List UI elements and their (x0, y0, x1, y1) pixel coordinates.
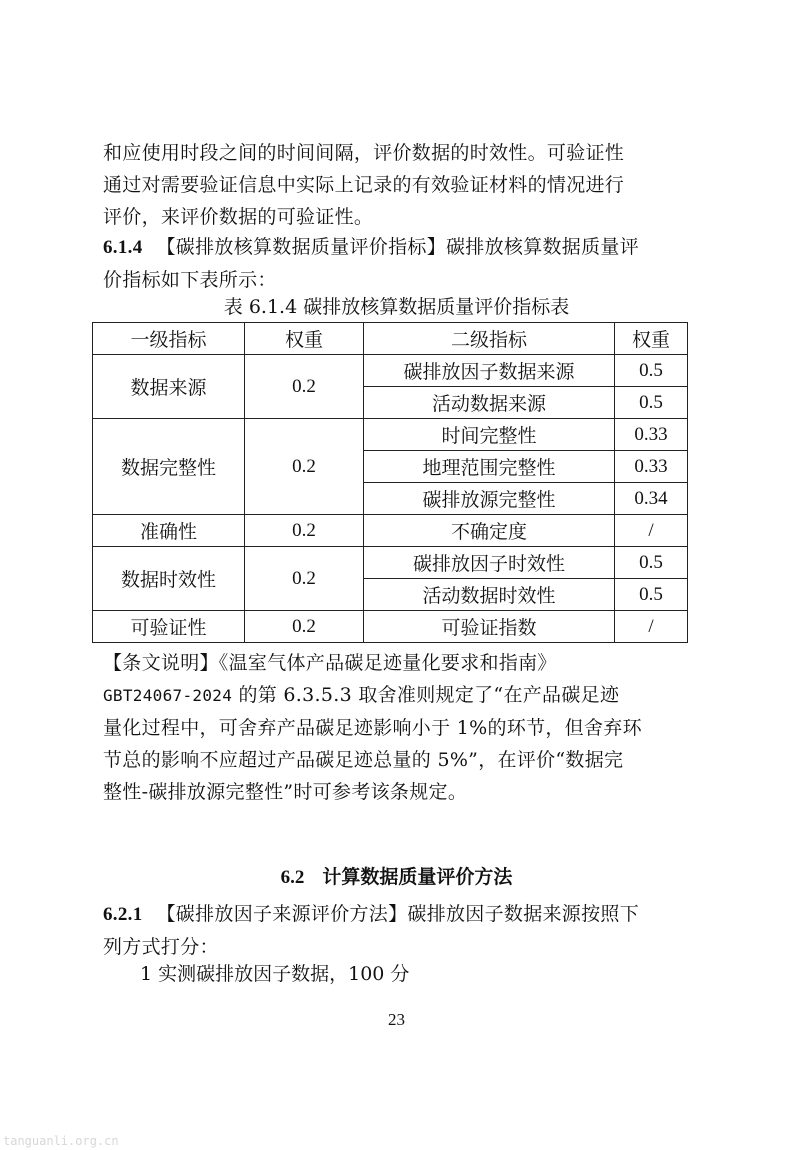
level2-weight-cell: 0.33 (615, 451, 688, 483)
table-header-row (93, 323, 688, 355)
level2-weight-cell: / (615, 611, 688, 643)
level1-weight-cell: 0.2 (245, 515, 364, 547)
list-item: 1 实测碳排放因子数据，100 分 (140, 963, 410, 985)
text-line: 和应使用时段之间的时间间隔，评价数据的时效性。可验证性 (103, 142, 625, 164)
text-line: 价指标如下表所示： (103, 269, 277, 291)
section-number: 6.2 (280, 867, 305, 888)
table-caption: 表 6.1.4 碳排放核算数据质量评价指标表 (223, 296, 570, 318)
text-line: 列方式打分： (103, 936, 219, 958)
level1-weight-cell: 0.2 (245, 611, 364, 643)
level1-indicator-cell: 准确性 (93, 515, 245, 547)
level1-indicator-cell: 数据完整性 (93, 419, 245, 515)
level1-indicator-cell: 可验证性 (93, 611, 245, 643)
level2-indicator-cell: 碳排放因子时效性 (364, 547, 615, 579)
page-number: 23 (388, 1010, 405, 1029)
level2-indicator-cell: 活动数据时效性 (364, 579, 615, 611)
level1-weight-cell: 0.2 (245, 547, 364, 611)
level1-indicator-cell: 数据时效性 (93, 547, 245, 611)
text-line (103, 898, 688, 931)
text-line: 【条文说明】《温室气体产品碳足迹量化要求和指南》 (103, 652, 557, 674)
section-heading-6-2 (0, 862, 793, 894)
level2-weight-cell: 0.5 (615, 579, 688, 611)
text-line: 评价，来评价数据的可验证性。 (103, 206, 374, 228)
table-row (93, 611, 688, 643)
table-header-cell: 权重 (245, 323, 364, 355)
section-title: 计算数据质量评价方法 (322, 867, 513, 888)
clause-number: 6.2.1 (103, 904, 143, 925)
text-line (103, 231, 688, 264)
level2-weight-cell: 0.5 (615, 387, 688, 419)
text-line: 通过对需要验证信息中实际上记录的有效验证材料的情况进行 (103, 174, 625, 196)
level2-indicator-cell: 不确定度 (364, 515, 615, 547)
clause-6-1-4 (103, 231, 688, 296)
level2-weight-cell: 0.5 (615, 355, 688, 387)
table-header-cell: 一级指标 (93, 323, 245, 355)
level1-indicator-cell: 数据来源 (93, 355, 245, 419)
text-line: 节总的影响不应超过产品碳足迹总量的 5%”，在评价“数据完 (103, 749, 624, 771)
level2-indicator-cell: 时间完整性 (364, 419, 615, 451)
clause-explanation (103, 647, 688, 808)
clause-text: 【碳排放核算数据质量评价指标】碳排放核算数据质量评 (156, 236, 640, 258)
level2-weight-cell: 0.34 (615, 483, 688, 515)
level2-indicator-cell: 地理范围完整性 (364, 451, 615, 483)
quality-indicator-table (92, 322, 688, 643)
table-header-cell: 二级指标 (364, 323, 615, 355)
level2-weight-cell: 0.33 (615, 419, 688, 451)
table-header-cell: 权重 (615, 323, 688, 355)
clause-text: 的第 6.3.5.3 取舍准则规定了“在产品碳足迹 (232, 684, 620, 706)
table-row (93, 547, 688, 579)
level2-indicator-cell: 可验证指数 (364, 611, 615, 643)
level2-indicator-cell: 活动数据来源 (364, 387, 615, 419)
table-row (93, 515, 688, 547)
watermark: tanguanli.org.cn (3, 1134, 119, 1148)
table-row (93, 355, 688, 387)
clause-6-2-1 (103, 898, 688, 963)
intro-paragraph (103, 137, 688, 233)
clause-text: 【碳排放因子来源评价方法】碳排放因子数据来源按照下 (156, 903, 640, 925)
level2-indicator-cell: 碳排放源完整性 (364, 483, 615, 515)
level2-indicator-cell: 碳排放因子数据来源 (364, 355, 615, 387)
text-line: 整性-碳排放源完整性”时可参考该条规定。 (103, 781, 468, 803)
standard-code: GBT24067-2024 (103, 686, 233, 705)
level2-weight-cell: 0.5 (615, 547, 688, 579)
table-row (93, 419, 688, 451)
level1-weight-cell: 0.2 (245, 419, 364, 515)
level2-weight-cell: / (615, 515, 688, 547)
text-line: 量化过程中，可舍弃产品碳足迹影响小于 1%的环节，但舍弃环 (103, 717, 642, 739)
level1-weight-cell: 0.2 (245, 355, 364, 419)
text-line (103, 679, 688, 712)
clause-number: 6.1.4 (103, 237, 143, 258)
